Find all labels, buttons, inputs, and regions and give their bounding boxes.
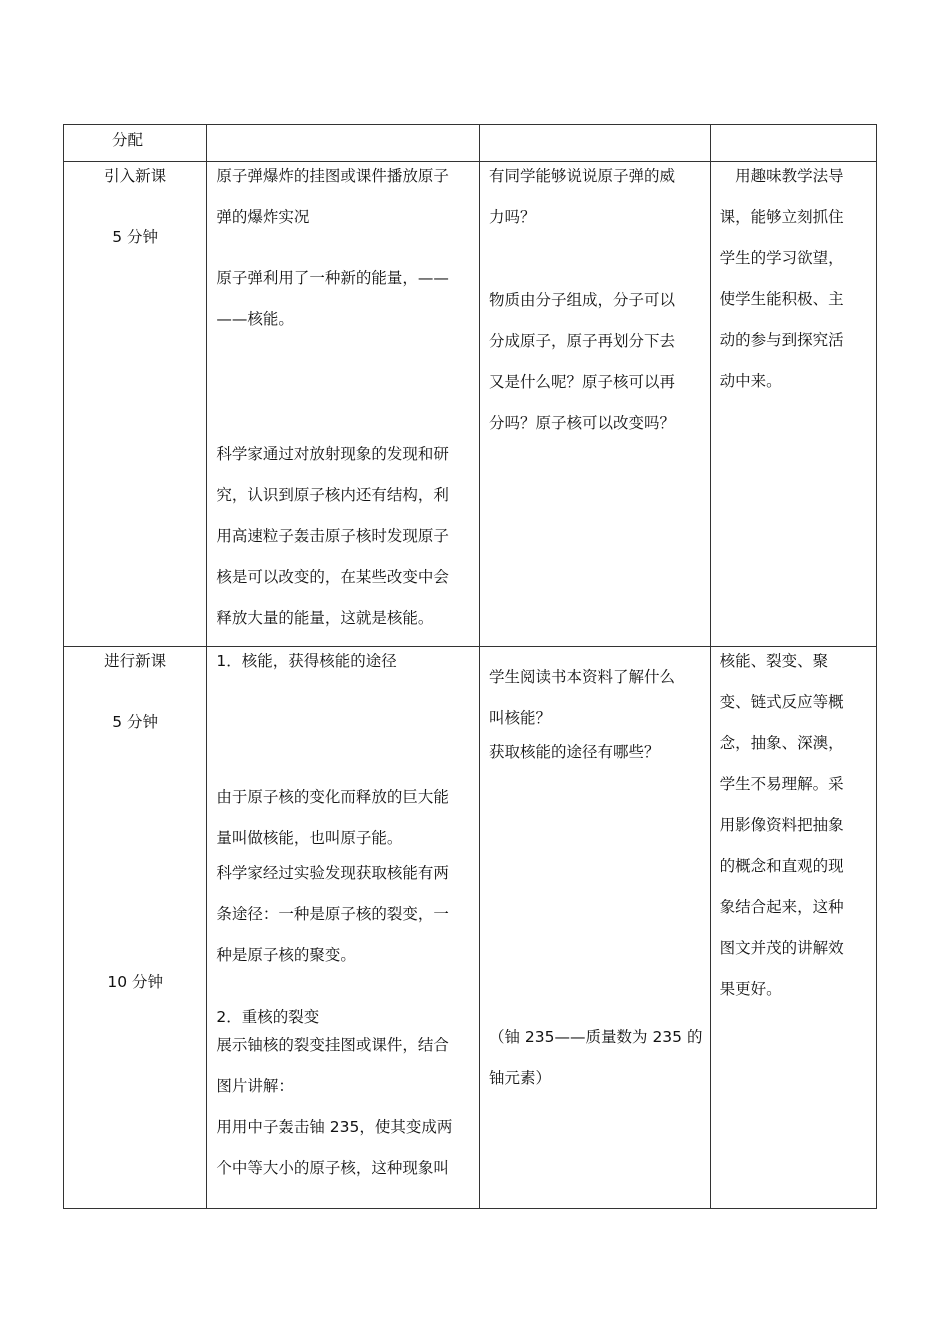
cell-design-intent — [710, 162, 876, 647]
text-line: 条途径：一种是原子核的裂变，一 — [216, 905, 449, 923]
text-line: 释放大量的能量，这就是核能。 — [216, 609, 434, 627]
text-line: 果更好。 — [719, 980, 782, 998]
text-line: 有同学能够说说原子弹的威 — [489, 167, 676, 185]
text-line: 量叫做核能，也叫原子能。 — [216, 829, 403, 847]
text-line: 个中等大小的原子核，这种现象叫 — [216, 1159, 449, 1177]
text-line: 种是原子核的聚变。 — [216, 946, 356, 964]
cell-design-intent — [710, 647, 876, 1209]
text-line: 由于原子核的变化而释放的巨大能 — [216, 788, 449, 806]
text-line: 又是什么呢？原子核可以再 — [489, 373, 676, 391]
text-line: 原子弹爆炸的挂图或课件播放原子 — [216, 167, 449, 185]
stage-duration: 10 分钟 — [107, 973, 163, 991]
cell-teacher-activity — [207, 647, 480, 1209]
text-line: 核能、裂变、聚 — [719, 652, 829, 670]
text-line: 力吗？ — [489, 208, 536, 226]
text-line: 用用中子轰击铀 235，使其变成两 — [216, 1118, 453, 1136]
text-line: 用高速粒子轰击原子核时发现原子 — [216, 527, 449, 545]
text-line: 获取核能的途径有哪些？ — [489, 743, 660, 761]
empty-cell — [710, 125, 876, 162]
text-line: 图文并茂的讲解效 — [719, 939, 844, 957]
cell-stage — [64, 162, 207, 647]
text-line: 学生不易理解。采 — [719, 775, 844, 793]
text-line: 动中来。 — [719, 372, 782, 390]
cell-allocation — [64, 125, 207, 162]
text-line: 使学生能积极、主 — [719, 290, 844, 308]
text-line: 铀元素） — [489, 1069, 552, 1087]
text-line: 念，抽象、深澳， — [719, 734, 844, 752]
cell-stage — [64, 647, 207, 1209]
text-line: 弹的爆炸实况 — [216, 208, 310, 226]
text-line: 象结合起来，这种 — [719, 898, 844, 916]
cell-student-activity — [480, 162, 711, 647]
empty-cell — [207, 125, 480, 162]
text-line: 课，能够立刻抓住 — [719, 208, 844, 226]
cell-teacher-activity — [207, 162, 480, 647]
stage-duration: 5 分钟 — [112, 228, 159, 246]
text-line: ——核能。 — [216, 310, 294, 328]
table-row — [64, 162, 877, 647]
table-row — [64, 125, 877, 162]
text-line: 究，认识到原子核内还有结构，利 — [216, 486, 449, 504]
text-line: 物质由分子组成，分子可以 — [489, 291, 676, 309]
text-line: 学生阅读书本资料了解什么 — [489, 668, 676, 686]
text-line: （铀 235——质量数为 235 的 — [489, 1028, 703, 1046]
text-line: 用趣味教学法导 — [719, 167, 844, 185]
text-line: 科学家通过对放射现象的发现和研 — [216, 445, 449, 463]
empty-cell — [480, 125, 711, 162]
stage-label: 引入新课 — [104, 167, 167, 185]
text-line: 分成原子，原子再划分下去 — [489, 332, 676, 350]
table-row — [64, 647, 877, 1209]
text-line: 科学家经过实验发现获取核能有两 — [216, 864, 449, 882]
section-heading: 2．重核的裂变 — [216, 1008, 320, 1026]
text-line: 学生的学习欲望， — [719, 249, 844, 267]
text-line: 原子弹利用了一种新的能量，—— — [216, 269, 449, 287]
text-line: 变、链式反应等概 — [719, 693, 844, 711]
text-line: 核是可以改变的，在某些改变中会 — [216, 568, 449, 586]
text-line: 分吗？原子核可以改变吗？ — [489, 414, 676, 432]
stage-label: 进行新课 — [104, 652, 167, 670]
text-line: 动的参与到探究活 — [719, 331, 844, 349]
lesson-plan-table — [63, 124, 877, 1209]
text-line: 1．核能，获得核能的途径 — [216, 652, 397, 670]
text-line: 的概念和直观的现 — [719, 857, 844, 875]
stage-duration: 5 分钟 — [112, 713, 159, 731]
text-line: 叫核能？ — [489, 709, 552, 727]
cell-student-activity — [480, 647, 711, 1209]
row-label: 分配 — [112, 131, 144, 149]
text-line: 图片讲解： — [216, 1077, 294, 1095]
text-line: 展示铀核的裂变挂图或课件，结合 — [216, 1036, 449, 1054]
text-line: 用影像资料把抽象 — [719, 816, 844, 834]
